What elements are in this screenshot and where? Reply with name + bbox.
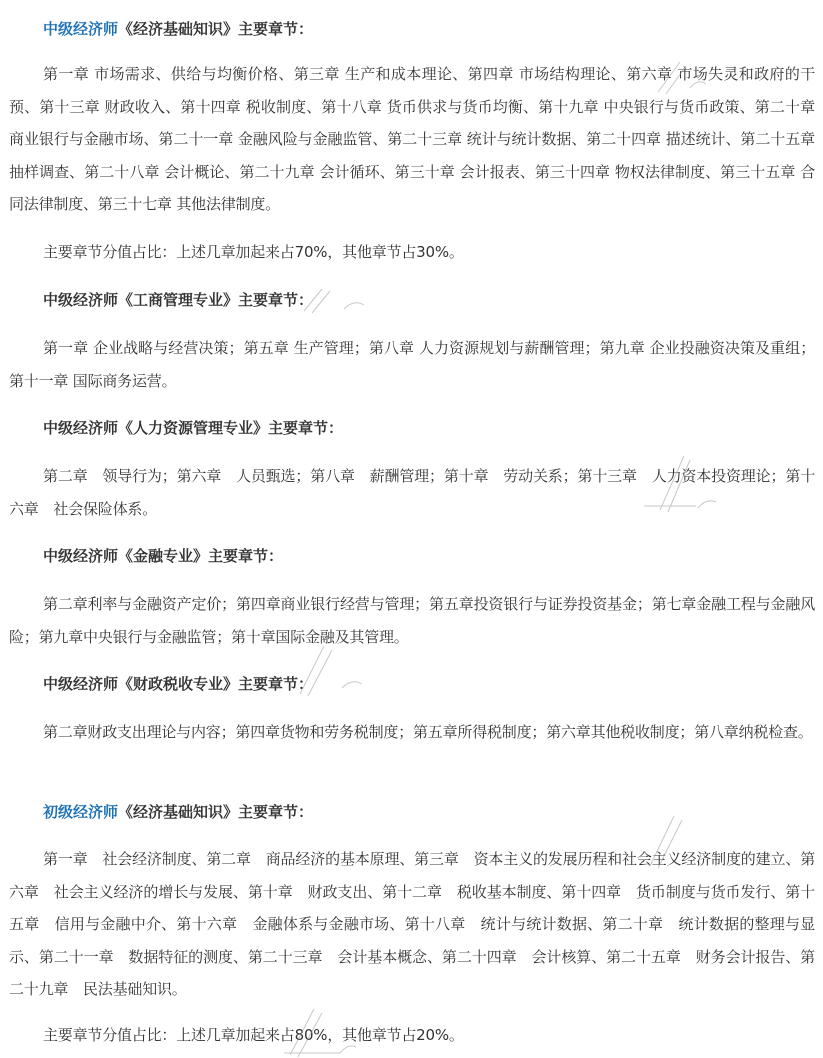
heading-prefix: 中级经济师 [43,547,119,565]
chapter-list-paragraph: 第一章 企业战略与经营决策；第五章 生产管理；第八章 人力资源规划与薪酬管理；第九章 企业投融资决策及重组；第十一章 国际商务运营。 [9,339,815,390]
score-ratio-note: 主要章节分值占比：上述几章加起来占70%，其他章节占30%。 [43,243,464,261]
chapter-list-paragraph: 第二章利率与金融资产定价；第四章商业银行经营与管理；第五章投资银行与证券投资基金；第七章金融工程与金融风险；第九章中央银行与金融监管；第十章国际金融及其管理。 [9,595,815,646]
heading-prefix: 中级经济师 [43,419,119,437]
chapter-list-paragraph: 第二章财政支出理论与内容；第四章货物和劳务税制度；第五章所得税制度；第六章其他税收制度；第八章纳税检查。 [43,723,813,741]
heading-title: 《金融专业》主要章节： [118,547,284,565]
section-heading-intermediate-economic-basics [9,13,313,45]
heading-title: 《经济基础知识》主要章节： [118,803,314,821]
section-heading-business-management [9,284,313,316]
heading-prefix: 中级经济师 [43,675,119,693]
section-heading-human-resources [9,412,343,444]
heading-title: 《工商管理专业》主要章节： [118,291,314,309]
chapter-list-paragraph: 第一章 社会经济制度、第二章 商品经济的基本原理、第三章 资本主义的发展历程和社会主义经济制度的建立、第六章 社会主义经济的增长与发展、第十章 财政支出、第十二章 税收基本制度、第十四章 货币制度与货币发行、第十五章 信用与金融中介、第十六章 金融体系与金融市场、第十八章 统计与统计数据、第二十章 统计数据的整理与显示、第二十一章 数据特征的测度、第二十三章 会计基本概念、第二十四章 会计核算、第二十五章 财务会计报告、第二十九章 民法基础知识。 [9,850,815,998]
chapter-list-paragraph: 第一章 市场需求、供给与均衡价格、第三章 生产和成本理论、第四章 市场结构理论、第六章 市场失灵和政府的干预、第十三章 财政收入、第十四章 税收制度、第十八章 货币供求与货币均衡、第十九章 中央银行与货币政策、第二十章 商业银行与金融市场、第二十一章 金融风险与金融监管、第二十三章 统计与统计数据、第二十四章 描述统计、第二十五章 抽样调查、第二十八章 会计概论、第二十九章 会计循环、第三十章 会计报表、第三十四章 物权法律制度、第三十五章 合同法律制度、第三十七章 其他法律制度。 [9,65,815,213]
heading-link-intermediate-economist[interactable]: 中级经济师 [43,20,119,38]
heading-title: 《人力资源管理专业》主要章节： [118,419,344,437]
section-heading-junior-economic-basics [9,796,313,828]
section-heading-fiscal-taxation [9,668,313,700]
heading-title: 《经济基础知识》主要章节： [118,20,314,38]
heading-title: 《财政税收专业》主要章节： [118,675,314,693]
section-heading-finance [9,540,283,572]
heading-prefix: 中级经济师 [43,291,119,309]
score-ratio-note: 主要章节分值占比：上述几章加起来占80%，其他章节占20%。 [43,1026,464,1044]
heading-link-junior-economist[interactable]: 初级经济师 [43,803,119,821]
chapter-list-paragraph: 第二章 领导行为；第六章 人员甄选；第八章 薪酬管理；第十章 劳动关系；第十三章 人力资本投资理论；第十六章 社会保险体系。 [9,467,815,518]
